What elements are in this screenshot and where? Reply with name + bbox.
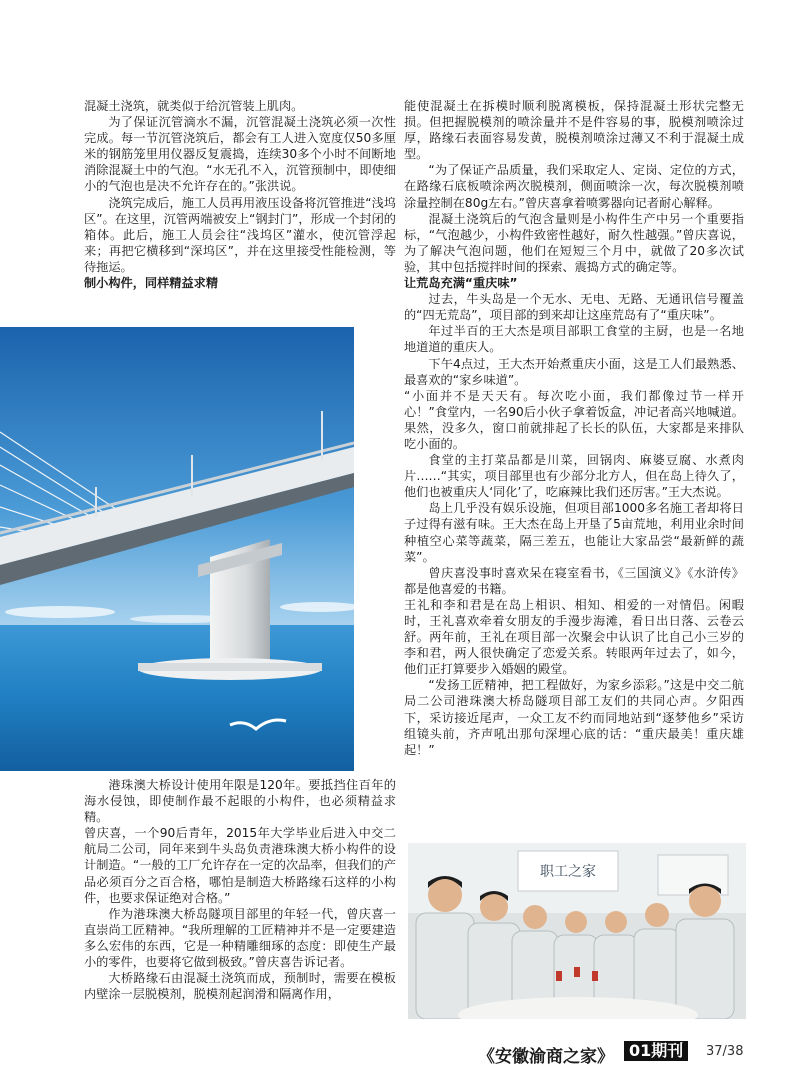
paragraph: 曾庆喜，一个90后青年，2015年大学毕业后进入中交二航局二公司，同年来到牛头岛负责港珠澳大桥小构件的设计制造。“一般的工厂允许存在一定的次品率，但我们的产品必须百分之百合格，哪怕是制造大桥路缘石这样的小构件，也要求保证绝对合格。” (84, 826, 396, 905)
workers-toasting-illustration (408, 843, 746, 1019)
article-column-left-bottom (84, 777, 396, 1002)
page-numbers: 37/38 (706, 1044, 744, 1059)
paragraph: 王礼和李和君是在岛上相识、相知、相爱的一对情侣。闲暇时，王礼喜欢牵着女朋友的手漫步海滩，看日出日落、云卷云舒。两年前，王礼在项目部一次聚会中认识了比自己小三岁的李和君，两人很快确定了恋爱关系。转眼两年过去了，如今，他们正打算要步入婚姻的殿堂。 (404, 597, 744, 677)
paragraph: 浇筑完成后，施工人员再用液压设备将沉管推进“浅坞区”。在这里，沉管两端被安上“钢封门”，形成一个封闭的箱体。此后，施工人员会往“浅坞区”灌水，使沉管浮起来；再把它横移到“深坞区”，并在这里接受性能检测，等待拖运。 (84, 195, 396, 274)
paragraph: 曾庆喜没事时喜欢呆在寝室看书，《三国演义》《水浒传》都是他喜爱的书籍。 (404, 565, 744, 596)
team-photo (408, 843, 746, 1019)
paragraph: 大桥路缘石由混凝土浇筑而成，预制时，需要在模板内壁涂一层脱模剂，脱模剂起润滑和隔离作用， (84, 971, 396, 1002)
paragraph: 年过半百的王大杰是项目部职工食堂的主厨，也是一名地地道道的重庆人。 (404, 324, 744, 355)
sign-text: 职工之家 (540, 864, 596, 880)
section-heading: 让荒岛充满“重庆味” (404, 276, 518, 291)
bridge-photo (0, 327, 354, 771)
issue-word: 期刊 (651, 1041, 684, 1060)
paragraph: 下午4点过，王大杰开始煮重庆小面，这是工人们最熟悉、最喜欢的“家乡味道”。 (404, 356, 744, 387)
paragraph: 作为港珠澳大桥岛隧项目部里的年轻一代，曾庆喜一直崇尚工匠精神。“我所理解的工匠精神并不是一定要建造多么宏伟的东西，它是一种精雕细琢的态度：即使生产最小的零件，也要将它做到极致。”曾庆喜告诉记者。 (84, 906, 396, 970)
paragraph: “发扬工匠精神，把工程做好，为家乡添彩。”这是中交二航局二公司港珠澳大桥岛隧项目部工友们的共同心声。夕阳西下，采访接近尾声，一众工友不约而同地站到“逐梦他乡”采访组镜头前，齐声吼出那句深埋心底的话：“重庆最美！重庆雄起！” (404, 678, 744, 757)
paragraph: 混凝土浇筑，就类似于给沉管装上肌肉。 (84, 99, 304, 113)
paragraph: 港珠澳大桥设计使用年限是120年。要抵挡住百年的海水侵蚀，即使制作最不起眼的小构件，也必须精益求精。 (84, 778, 396, 825)
paragraph: 食堂的主打菜品都是川菜，回锅肉、麻婆豆腐、水煮肉片……“其实，项目部里也有少部分北方人，但在岛上待久了，他们也被重庆人‘同化’了，吃麻辣比我们还厉害。”王大杰说。 (404, 453, 744, 500)
page-footer (0, 1036, 800, 1066)
issue-badge (624, 1041, 688, 1061)
paragraph: 过去，牛头岛是一个无水、无电、无路、无通讯信号覆盖的“四无荒岛”，项目部的到来却让这座荒岛有了“重庆味”。 (404, 292, 744, 323)
paragraph: 为了保证沉管滴水不漏，沉管混凝土浇筑必须一次性完成。每一节沉管浇筑后，都会有工人进入宽度仅50多厘米的钢筋笼里用仪器反复震捣，连续30多个小时不间断地消除混凝土中的气泡。“水无孔不入，沉管预制中，即使细小的气泡也是决不允许存在的。”张洪说。 (84, 115, 396, 194)
bridge-illustration (0, 327, 354, 771)
issue-number: 01 (629, 1041, 652, 1060)
paragraph: 混凝土浇筑后的气泡含量则是小构件生产中另一个重要指标，“气泡越少，小构件致密性越好，耐久性越强。”曾庆喜说，为了解决气泡问题，他们在短短三个月中，就做了20多次试验，其中包括搅拌时间的探索、震捣方式的确定等。 (404, 211, 744, 274)
section-heading: 制小构件，同样精益求精 (84, 276, 219, 291)
magazine-title: 《安徽渝商之家》 (478, 1047, 614, 1067)
paragraph: 能使混凝土在拆模时顺利脱离模板，保持混凝土形状完整无损。但把握脱模剂的喷涂量并不是件容易的事，脱模剂喷涂过厚，路缘石表面容易发黄，脱模剂喷涂过薄又不利于混凝土成型。 (404, 99, 744, 162)
paragraph: “为了保证产品质量，我们采取定人、定岗、定位的方式，在路缘石底板喷涂两次脱模剂，侧面喷涂一次，每次脱模剂喷涂量控制在80g左右。”曾庆喜拿着喷雾器向记者耐心解释。 (404, 163, 744, 210)
paragraph: “小面并不是天天有。每次吃小面，我们都像过节一样开心！”食堂内，一名90后小伙子拿着饭盒，冲记者高兴地喊道。果然，没多久，窗口前就排起了长长的队伍，大家都是来排队吃小面的。 (404, 388, 744, 451)
article-column-left-top (84, 98, 396, 291)
article-column-right (404, 98, 744, 758)
paragraph: 岛上几乎没有娱乐设施，但项目部1000多名施工者却将日子过得有滋有味。王大杰在岛上开垦了5亩荒地，利用业余时间种植空心菜等蔬菜，隔三差五，也能让大家品尝“最新鲜的蔬菜”。 (404, 501, 744, 564)
